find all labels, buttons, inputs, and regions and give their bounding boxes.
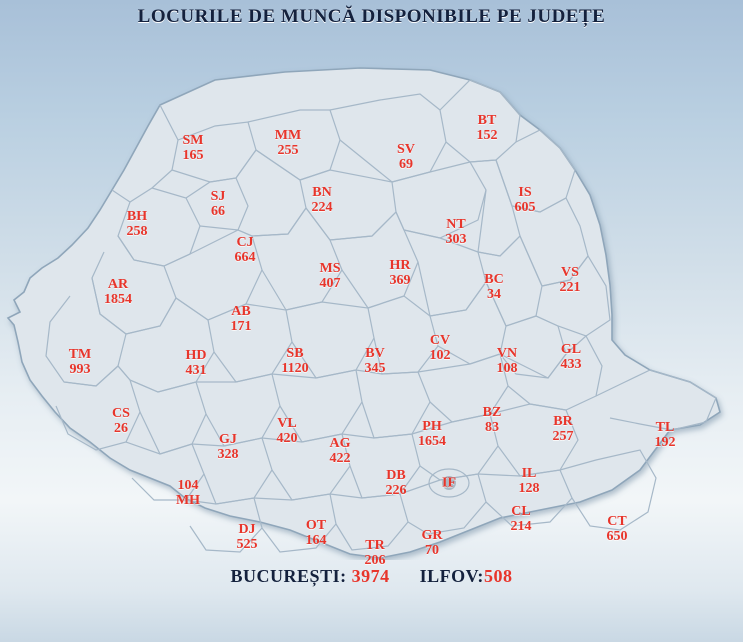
county-label-bc[interactable] [484,272,503,302]
county-label-vl[interactable] [277,416,298,446]
county-label-tl[interactable] [655,420,676,450]
county-label-sj[interactable] [211,189,226,219]
county-value: 605 [514,200,536,215]
county-code: BH [126,209,148,224]
county-label-ar[interactable] [104,277,132,307]
county-value: 214 [510,519,532,534]
footer-totals [0,566,743,587]
county-label-bt[interactable] [477,113,498,143]
county-label-db[interactable] [386,468,407,498]
county-value: 420 [276,431,298,446]
county-label-cs[interactable] [112,406,130,436]
county-label-sv[interactable] [397,142,415,172]
county-code: MH [175,493,201,508]
county-label-cv[interactable] [430,333,451,363]
county-value: 650 [606,529,628,544]
bucuresti-value: 3974 [351,566,390,586]
county-code: GJ [219,432,237,447]
county-code: VL [277,416,297,431]
county-label-tr[interactable] [365,538,386,568]
county-value: 171 [230,319,252,334]
county-code: CT [607,514,627,529]
county-value: 255 [277,143,299,158]
county-value: 221 [559,280,581,295]
county-code: TR [365,538,385,553]
county-value: 328 [217,447,239,462]
county-value: 226 [385,483,407,498]
county-value: 407 [319,276,341,291]
county-code: VN [496,346,518,361]
county-value: 34 [486,287,501,302]
county-code: SJ [210,189,226,204]
county-value: 192 [654,435,676,450]
county-value: 422 [329,451,351,466]
county-label-ph[interactable] [418,419,446,449]
county-label-ms[interactable] [320,261,341,291]
county-label-bn[interactable] [312,185,333,215]
county-code: MM [274,128,302,143]
county-code: AB [231,304,251,319]
county-code: CS [112,406,130,421]
county-label-br[interactable] [553,414,574,444]
county-code: HR [389,258,411,273]
county-label-cj[interactable] [235,235,256,265]
county-code: SB [286,346,304,361]
county-code: SV [397,142,415,157]
county-code: AR [107,277,129,292]
county-value: 431 [185,363,207,378]
county-value: 83 [485,420,499,435]
county-code: GL [560,342,582,357]
county-value: 108 [496,361,518,376]
county-label-hd[interactable] [186,348,207,378]
county-value: 525 [236,537,258,552]
country-outline [8,68,720,558]
county-code: BN [312,185,332,200]
ilfov-label: ILFOV: [419,566,484,586]
county-code: DB [386,468,406,483]
county-code: NT [446,217,466,232]
county-value: 1854 [104,292,132,307]
county-code: BZ [482,405,502,420]
county-value: 258 [126,224,148,239]
county-label-bv[interactable] [365,346,386,376]
county-code: VS [561,265,579,280]
county-value: 993 [69,362,91,377]
county-label-bh[interactable] [127,209,148,239]
county-code: TM [68,347,92,362]
county-label-vn[interactable] [497,346,518,376]
county-code: AG [329,436,351,451]
county-value: 69 [399,157,413,172]
county-value: 66 [210,204,225,219]
county-value: 206 [364,553,386,568]
county-code: DJ [238,522,256,537]
county-value: 152 [476,128,498,143]
county-label-ot[interactable] [306,518,327,548]
county-label-nt[interactable] [446,217,467,247]
county-label-vs[interactable] [560,265,581,295]
county-code: BC [484,272,504,287]
county-value: 369 [389,273,411,288]
county-label-tm[interactable] [69,347,92,377]
county-value: 70 [425,543,439,558]
county-value: 165 [182,148,204,163]
county-value: 104 [177,478,199,493]
county-code: TL [655,420,675,435]
county-code: BR [553,414,573,429]
county-code: CJ [236,235,254,250]
county-value: 303 [445,232,467,247]
county-value: 164 [305,533,327,548]
county-code: IS [518,185,532,200]
county-label-gj[interactable] [218,432,239,462]
county-value: 128 [518,481,540,496]
county-value: 26 [114,421,128,436]
county-code: IL [521,466,537,481]
county-code: PH [422,419,442,434]
county-code: SM [182,133,204,148]
county-label-mm[interactable] [275,128,301,158]
county-code: IF [442,475,456,491]
bucuresti-label: BUCUREȘTI: [230,566,347,586]
county-label-if[interactable] [442,476,456,491]
county-code: MS [319,261,341,276]
county-code: BV [365,346,385,361]
county-label-sb[interactable] [281,346,308,376]
county-label-ct[interactable] [607,514,628,544]
county-value: 1654 [418,434,446,449]
county-label-sm[interactable] [183,133,204,163]
county-label-dj[interactable] [237,522,258,552]
county-label-is[interactable] [515,185,536,215]
county-label-gr[interactable] [422,528,443,558]
county-label-ag[interactable] [330,436,351,466]
county-value: 224 [311,200,333,215]
county-label-cl[interactable] [511,504,532,534]
county-code: HD [185,348,207,363]
county-value: 345 [364,361,386,376]
county-label-mh[interactable] [176,478,200,508]
county-value: 433 [560,357,582,372]
county-value: 102 [429,348,451,363]
county-value: 664 [234,250,256,265]
county-code: GR [421,528,443,543]
county-value: 257 [552,429,574,444]
county-label-hr[interactable] [390,258,411,288]
county-code: BT [477,113,497,128]
county-label-gl[interactable] [561,342,582,372]
county-value: 1120 [281,361,309,376]
ilfov-value: 508 [483,566,513,586]
county-code: CV [429,333,451,348]
county-code: OT [305,518,327,533]
county-label-ab[interactable] [231,304,252,334]
county-label-bz[interactable] [483,405,502,435]
county-code: CL [511,504,531,519]
county-label-il[interactable] [519,466,540,496]
page-title: LOCURILE DE MUNCĂ DISPONIBILE PE JUDEȚE [137,6,606,27]
